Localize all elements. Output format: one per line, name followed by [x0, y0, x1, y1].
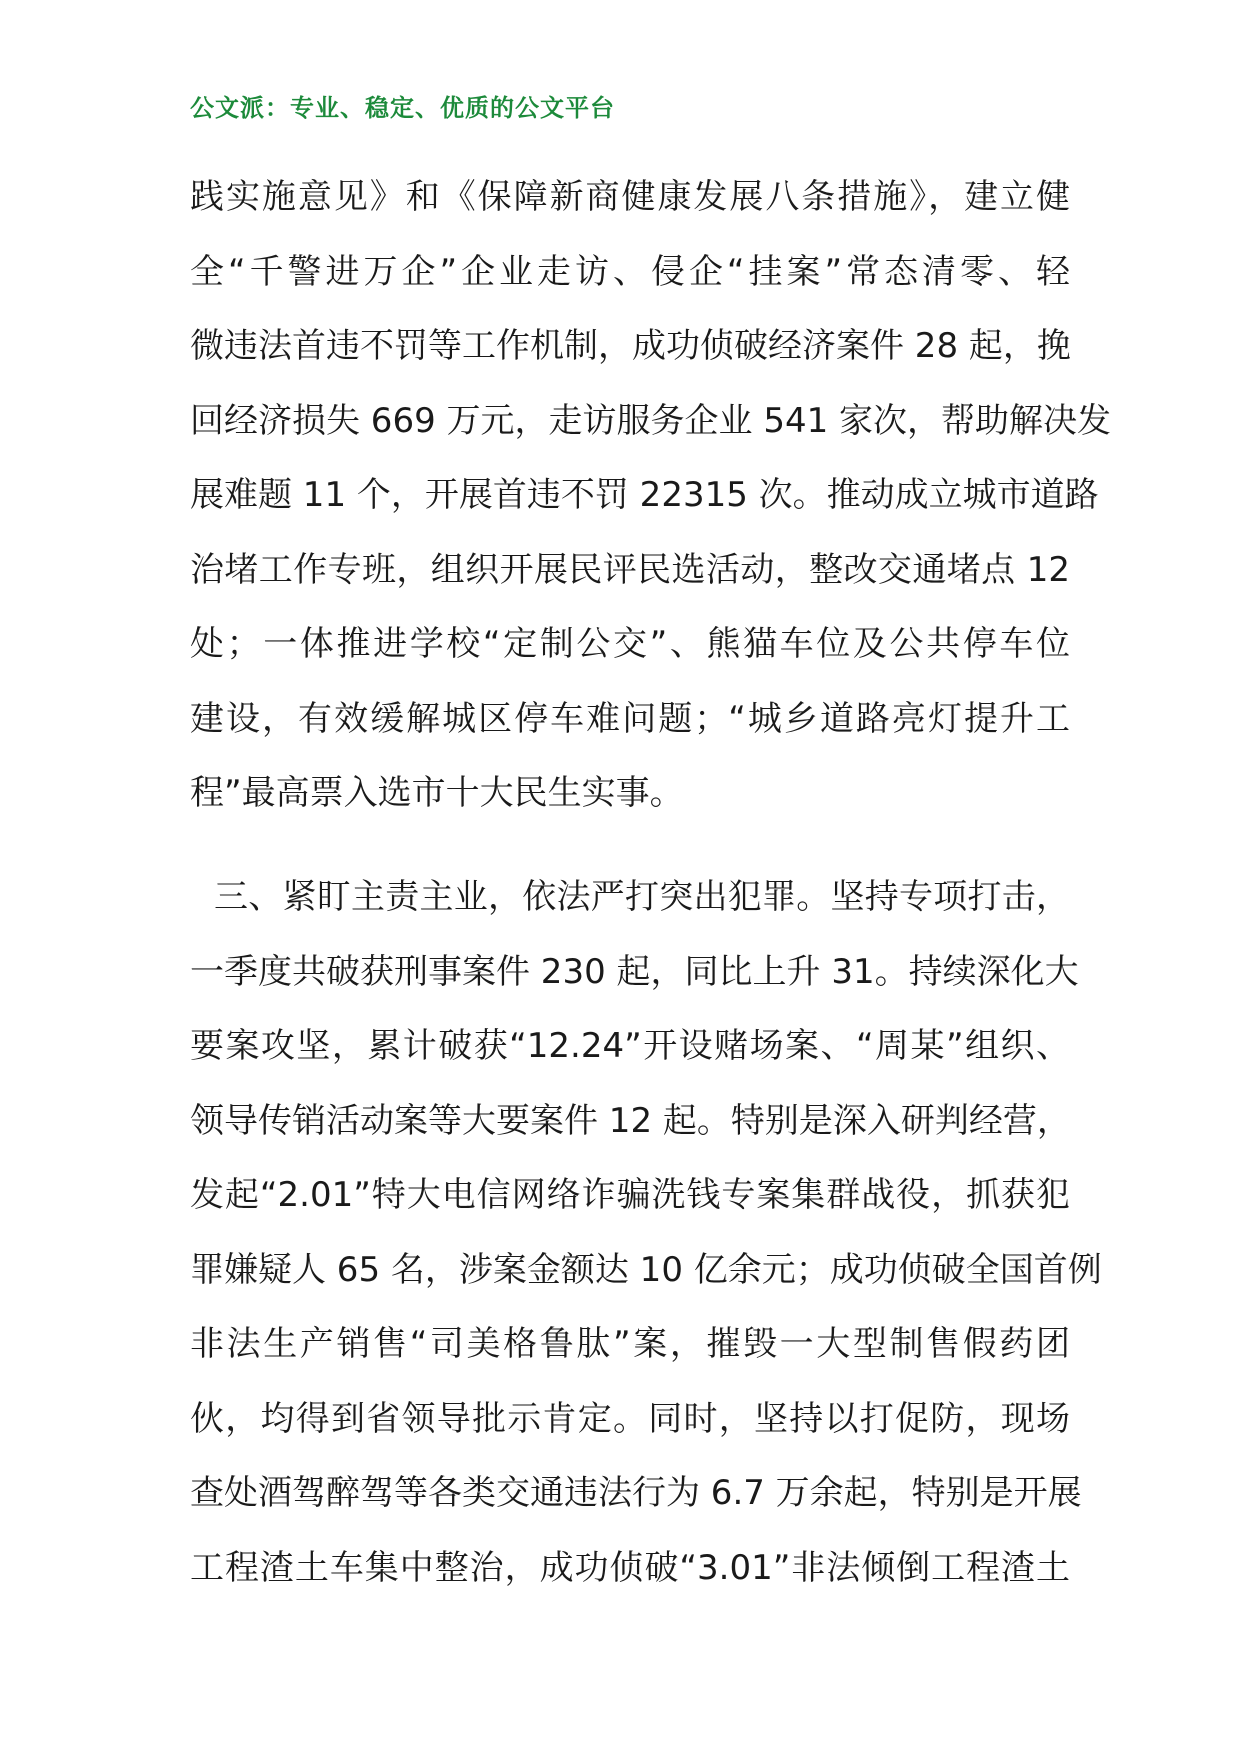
- text-line: 一季度共破获刑事案件 230 起，同比上升 31。持续深化大: [190, 951, 1079, 992]
- text-line: 领导传销活动案等大要案件 12 起。特别是深入研判经营，: [190, 1100, 1071, 1141]
- text-line: 建设，有效缓解城区停车难问题；“城乡道路亮灯提升工: [190, 698, 1070, 739]
- text-line: 治堵工作专班，组织开展民评民选活动，整改交通堵点 12: [190, 549, 1070, 590]
- body-paragraph-2: [190, 860, 1102, 1605]
- text-line: 发起“2.01”特大电信网络诈骗洗钱专案集群战役，抓获犯: [190, 1175, 1070, 1215]
- text-line: 微违法首违不罚等工作机制，成功侦破经济案件 28 起，挽: [190, 326, 1071, 366]
- text-line: 要案攻坚，累计破获“12.24”开设赌场案、“周某”组织、: [190, 1026, 1070, 1066]
- text-line: 伙，均得到省领导批示肯定。同时，坚持以打促防，现场: [190, 1398, 1070, 1439]
- text-line: 展难题 11 个，开展首违不罚 22315 次。推动成立城市道路: [190, 475, 1099, 515]
- text-line: 处；一体推进学校“定制公交”、熊猫车位及公共停车位: [190, 624, 1070, 664]
- text-line: 查处酒驾醉驾等各类交通违法行为 6.7 万余起，特别是开展: [190, 1473, 1082, 1513]
- text-line: 罪嫌疑人 65 名，涉案金额达 10 亿余元；成功侦破全国首例: [190, 1249, 1102, 1290]
- section-heading-line: 三、紧盯主责主业，依法严打突出犯罪。坚持专项打击，: [214, 877, 1070, 917]
- body-paragraph-1: [190, 160, 1112, 831]
- text-line: 践实施意见》和《保障新商健康发展八条措施》，建立健: [190, 177, 1070, 217]
- text-line: 非法生产销售“司美格鲁肽”案，摧毁一大型制售假药团: [190, 1324, 1070, 1364]
- text-line: 程”最高票入选市十大民生实事。: [190, 773, 684, 813]
- header-banner: 公文派：专业、稳定、优质的公文平台: [190, 94, 615, 122]
- text-line: 全“千警进万企”企业走访、侵企“挂案”常态清零、轻: [190, 251, 1070, 292]
- text-line: 回经济损失 669 万元，走访服务企业 541 家次，帮助解决发: [190, 400, 1112, 441]
- text-line: 工程渣土车集中整治，成功侦破“3.01”非法倾倒工程渣土: [190, 1547, 1070, 1588]
